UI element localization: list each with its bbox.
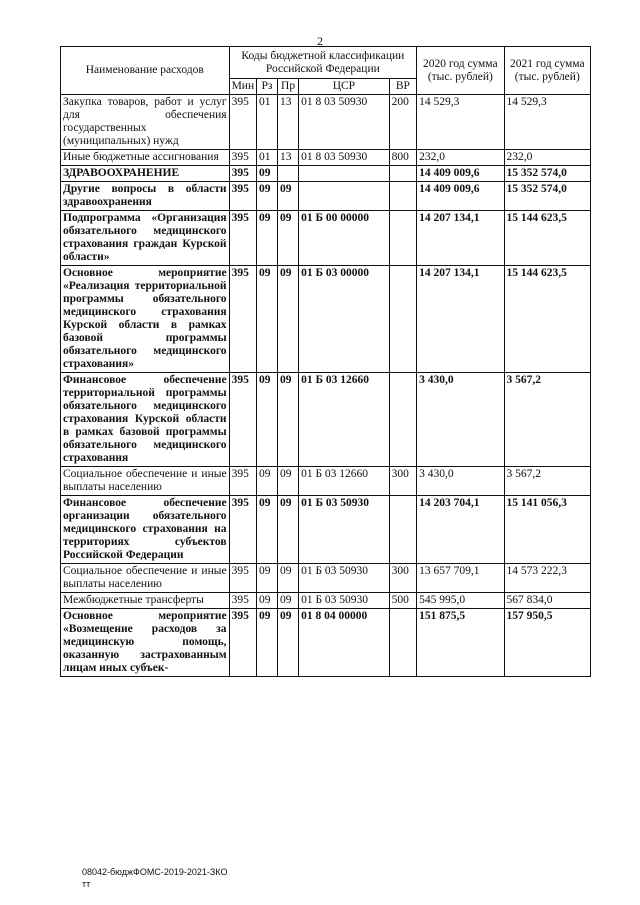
cell-pr: [278, 166, 299, 182]
table-row: [61, 182, 591, 211]
cell-name: Финансовое обеспечение организации обязательного медицинского страхования на территориях субъектов Российской Федерации: [61, 496, 230, 564]
cell-vr: 300: [389, 467, 416, 496]
cell-csr: [299, 182, 390, 211]
cell-pr: 09: [278, 564, 299, 593]
header-codes-group: Коды бюджетной классификации Российской Федерации: [229, 47, 417, 79]
cell-csr: 01 Б 00 00000: [299, 211, 390, 266]
cell-y1: 14 203 704,1: [417, 496, 504, 564]
cell-name: Иные бюджетные ассигнования: [61, 150, 230, 166]
cell-csr: 01 Б 03 50930: [299, 564, 390, 593]
cell-rz: 09: [256, 182, 277, 211]
header-year-2021: 2021 год сумма (тыс. рублей): [504, 47, 590, 95]
cell-name: Финансовое обеспечение территориальной программы обязательного медицинского страхования Курской области в рамках базовой программы обязательного медицинского страхования: [61, 373, 230, 467]
cell-csr: 01 8 04 00000: [299, 609, 390, 677]
cell-rz: 09: [256, 496, 277, 564]
cell-csr: 01 Б 03 12660: [299, 467, 390, 496]
cell-name: Закупка товаров, работ и услуг для обеспечения государственных (муниципальных) нужд: [61, 95, 230, 150]
header-year-2020: 2020 год сумма (тыс. рублей): [417, 47, 504, 95]
cell-name: Социальное обеспечение и иные выплаты населению: [61, 467, 230, 496]
cell-min: 395: [229, 95, 256, 150]
cell-y1: 3 430,0: [417, 373, 504, 467]
cell-y2: 3 567,2: [504, 467, 590, 496]
cell-pr: 09: [278, 609, 299, 677]
table-row: [61, 211, 591, 266]
cell-min: 395: [229, 467, 256, 496]
header-vr: ВР: [389, 79, 416, 95]
cell-pr: 09: [278, 467, 299, 496]
cell-vr: [389, 609, 416, 677]
cell-min: 395: [229, 609, 256, 677]
page-number: 2: [317, 34, 323, 48]
cell-y1: 14 409 009,6: [417, 182, 504, 211]
cell-csr: 01 8 03 50930: [299, 95, 390, 150]
cell-pr: 09: [278, 373, 299, 467]
header-pr: Пр: [278, 79, 299, 95]
cell-vr: [389, 182, 416, 211]
header-csr: ЦСР: [299, 79, 390, 95]
cell-min: 395: [229, 373, 256, 467]
cell-y2: 567 834,0: [504, 593, 590, 609]
cell-vr: [389, 373, 416, 467]
cell-csr: 01 Б 03 00000: [299, 266, 390, 373]
cell-rz: 09: [256, 593, 277, 609]
cell-y2: 15 144 623,5: [504, 211, 590, 266]
cell-rz: 09: [256, 373, 277, 467]
cell-y1: 232,0: [417, 150, 504, 166]
cell-csr: 01 8 03 50930: [299, 150, 390, 166]
cell-rz: 09: [256, 564, 277, 593]
table-row: [61, 95, 591, 150]
cell-min: 395: [229, 211, 256, 266]
table-row: [61, 373, 591, 467]
cell-csr: 01 Б 03 12660: [299, 373, 390, 467]
cell-pr: 09: [278, 593, 299, 609]
cell-min: 395: [229, 166, 256, 182]
cell-name: Социальное обеспечение и иные выплаты населению: [61, 564, 230, 593]
budget-table: [60, 46, 591, 677]
cell-vr: [389, 211, 416, 266]
cell-rz: 09: [256, 609, 277, 677]
cell-rz: 09: [256, 467, 277, 496]
cell-y1: 3 430,0: [417, 467, 504, 496]
cell-pr: 09: [278, 182, 299, 211]
cell-y1: 545 995,0: [417, 593, 504, 609]
cell-y2: 14 529,3: [504, 95, 590, 150]
cell-min: 395: [229, 593, 256, 609]
cell-y1: 14 207 134,1: [417, 266, 504, 373]
cell-csr: 01 Б 03 50930: [299, 496, 390, 564]
cell-csr: 01 Б 03 50930: [299, 593, 390, 609]
cell-pr: 09: [278, 211, 299, 266]
cell-y2: 15 141 056,3: [504, 496, 590, 564]
cell-y2: 15 352 574,0: [504, 166, 590, 182]
cell-y2: 15 144 623,5: [504, 266, 590, 373]
cell-y2: 14 573 222,3: [504, 564, 590, 593]
cell-rz: 09: [256, 211, 277, 266]
cell-y1: 14 409 009,6: [417, 166, 504, 182]
cell-rz: 09: [256, 166, 277, 182]
table-row: [61, 593, 591, 609]
cell-pr: 13: [278, 150, 299, 166]
cell-vr: 500: [389, 593, 416, 609]
cell-vr: 800: [389, 150, 416, 166]
table-row: [61, 467, 591, 496]
cell-min: 395: [229, 564, 256, 593]
header-min: Мин: [229, 79, 256, 95]
header-rz: Рз: [256, 79, 277, 95]
table-row: [61, 266, 591, 373]
cell-pr: 09: [278, 266, 299, 373]
cell-pr: 09: [278, 496, 299, 564]
cell-min: 395: [229, 182, 256, 211]
cell-y1: 13 657 709,1: [417, 564, 504, 593]
cell-y2: 157 950,5: [504, 609, 590, 677]
cell-y2: 3 567,2: [504, 373, 590, 467]
cell-name: Основное мероприятие «Возмещение расходов за медицинскую помощь, оказанную застрахованным лицам иных субъек-: [61, 609, 230, 677]
cell-y1: 14 529,3: [417, 95, 504, 150]
cell-vr: [389, 166, 416, 182]
cell-min: 395: [229, 150, 256, 166]
cell-vr: 200: [389, 95, 416, 150]
table-row: [61, 496, 591, 564]
header-name: Наименование расходов: [61, 47, 230, 95]
cell-rz: 01: [256, 150, 277, 166]
document-footer: [82, 866, 227, 890]
table-body: [61, 95, 591, 677]
cell-csr: [299, 166, 390, 182]
table-row: [61, 166, 591, 182]
cell-y2: 232,0: [504, 150, 590, 166]
cell-vr: [389, 496, 416, 564]
cell-y1: 14 207 134,1: [417, 211, 504, 266]
cell-min: 395: [229, 496, 256, 564]
footer-initials: тт: [82, 879, 91, 889]
cell-y2: 15 352 574,0: [504, 182, 590, 211]
cell-rz: 09: [256, 266, 277, 373]
cell-name: ЗДРАВООХРАНЕНИЕ: [61, 166, 230, 182]
cell-name: Межбюджетные трансферты: [61, 593, 230, 609]
table-row: [61, 150, 591, 166]
cell-min: 395: [229, 266, 256, 373]
table-row: [61, 609, 591, 677]
cell-rz: 01: [256, 95, 277, 150]
cell-vr: [389, 266, 416, 373]
footer-doc-code: 08042-бюджФОМС-2019-2021-ЗКО: [82, 867, 228, 877]
cell-y1: 151 875,5: [417, 609, 504, 677]
cell-vr: 300: [389, 564, 416, 593]
cell-pr: 13: [278, 95, 299, 150]
table-row: [61, 564, 591, 593]
cell-name: Другие вопросы в области здравоохранения: [61, 182, 230, 211]
cell-name: Основное мероприятие «Реализация территориальной программы обязательного медицинского страхования Курской области в рамках базовой программы обязательного медицинского страхования»: [61, 266, 230, 373]
cell-name: Подпрограмма «Организация обязательного медицинского страхования граждан Курской области»: [61, 211, 230, 266]
